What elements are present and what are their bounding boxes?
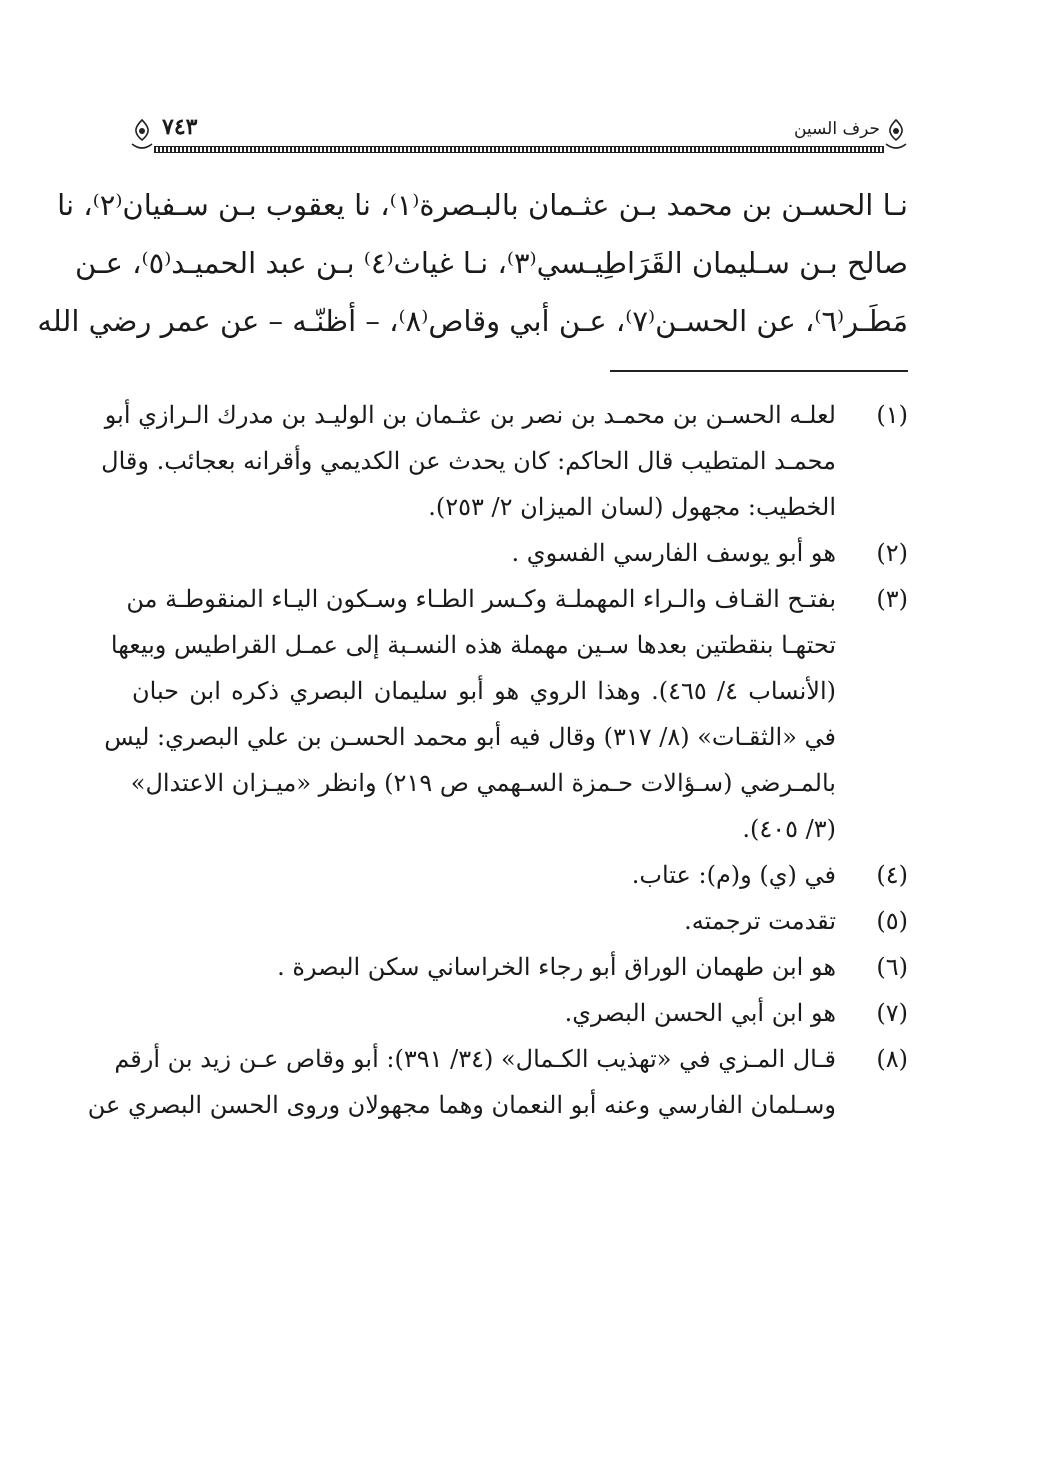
- footnote-line: الخطيب: مجهول (لسان الميزان ٢/ ٢٥٣).: [428, 493, 836, 521]
- footnote-line: (٣/ ٤٠٥).: [742, 815, 836, 843]
- footnote-line: في «الثقـات» (٨/ ٣١٧) وقال فيه أبو محمد الحسـن بن علي البصري: ليس: [104, 723, 836, 751]
- footnote-number: (٤): [876, 861, 908, 889]
- ornament-icon: [128, 118, 156, 152]
- footnote-number: (١): [876, 401, 908, 429]
- footnote: [132, 944, 908, 990]
- footnote: [132, 852, 908, 898]
- header-rule: [154, 146, 884, 153]
- main-text-line: نـا الحسـن بن محمد بـن عثـمان بالبـصرة⁽١⁾، نا يعقوب بـن سـفيان⁽٢⁾، نا: [57, 188, 908, 222]
- footnote-line: بفتـح القـاف والـراء المهملـة وكـسر الطـاء وسـكون اليـاء المنقوطـة من: [126, 585, 836, 613]
- footnote-line: قـال المـزي في «تهذيب الكـمال» (٣٤/ ٣٩١): أبو وقاص عـن زيد بن أرقم: [114, 1045, 836, 1073]
- footnote-line: (الأنساب ٤/ ٤٦٥). وهذا الروي هو أبو سليمان البصري ذكره ابن حبان: [132, 677, 837, 705]
- chapter-title: حرف السين: [793, 119, 880, 139]
- footnote-number: (٢): [876, 539, 908, 567]
- footnote-number: (٧): [876, 999, 908, 1027]
- footnote-line: هو ابن أبي الحسن البصري.: [564, 999, 836, 1027]
- footnote-line: لعلـه الحسـن بن محمـد بن نصر بن عثـمان بن الوليـد بن مدرك الـرازي أبو: [104, 401, 836, 429]
- footnote-number: (٨): [876, 1045, 908, 1073]
- footnote: [132, 990, 908, 1036]
- main-text-line: صالح بـن سـليمان القَرَاطِيـسي⁽٣⁾، نـا غياث⁽٤⁾ بـن عبد الحميـد⁽٥⁾، عـن: [75, 246, 908, 280]
- main-text: [37, 176, 908, 350]
- footnote: [101, 392, 908, 530]
- footnote-line: هو أبو يوسف الفارسي الفسوي .: [511, 539, 836, 567]
- footnote: [87, 1036, 908, 1128]
- main-text-line: مَطَـر⁽٦⁾، عن الحسـن⁽٧⁾، عـن أبي وقاص⁽٨⁾، – أظنّـه – عن عمر رضي الله: [37, 304, 908, 338]
- footnote-number: (٦): [876, 953, 908, 981]
- footnote-number: (٣): [876, 585, 908, 613]
- ornament-icon: [882, 118, 910, 152]
- footnote-separator: [610, 370, 908, 372]
- footnote: [132, 898, 908, 944]
- footnote-line: محمـد المتطيب قال الحاكم: كان يحدث عن الكديمي وأقرانه بعجائب. وقال: [101, 447, 836, 475]
- footnotes: [87, 392, 908, 1128]
- footnote: [104, 576, 908, 852]
- footnote-number: (٥): [876, 907, 908, 935]
- running-header: [128, 114, 910, 158]
- footnote-line: بالمـرضي (سـؤالات حـمزة السـهمي ص ٢١٩) وانظر «ميـزان الاعتدال»: [130, 769, 836, 797]
- footnote-line: في (ي) و(م): عتاب.: [631, 861, 836, 889]
- footnote-line: وسـلمان الفارسي وعنه أبو النعمان وهما مجهولان وروى الحسن البصري عن: [87, 1091, 836, 1119]
- footnote-line: تحتهـا بنقطتين بعدها سـين مهملة هذه النسـبة إلى عمـل القراطيس وبيعها: [110, 631, 836, 659]
- page-number: ٧٤٣: [162, 114, 198, 140]
- footnote-line: تقدمت ترجمته.: [684, 907, 836, 935]
- footnote: [132, 530, 908, 576]
- footnote-line: هو ابن طهمان الوراق أبو رجاء الخراساني سكن البصرة .: [277, 953, 836, 981]
